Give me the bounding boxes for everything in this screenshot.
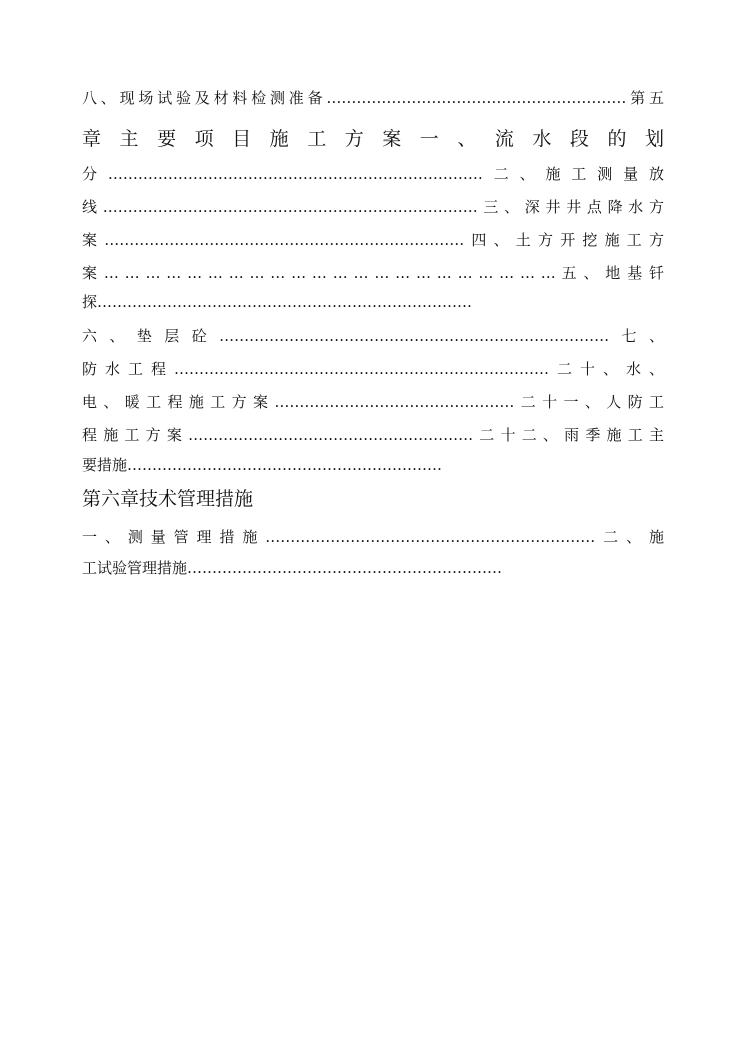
toc-line: 八、现场试验及材料检测准备……………………………………………………第五 — [82, 89, 664, 107]
toc-line: 一、测量管理措施…………………………………………………………二、施 — [82, 528, 664, 546]
toc-line: 程施工方案…………………………………………………二十二、雨季施工主 — [82, 426, 664, 444]
toc-line: 防水工程…………………………………………………………………二十、水、 — [82, 360, 664, 378]
toc-line: 线…………………………………………………………………三、深井井点降水方 — [82, 198, 664, 216]
toc-line: 要措施……………………………………………………… — [82, 456, 443, 474]
toc-line: 案 … … … … … … … … … … … … … … … … … … … … … … 五 、 地 基 钎 — [82, 264, 664, 282]
toc-line: 章 主 要 项 目 施 工 方 案 一 、 流 水 段 的 划 — [82, 128, 664, 150]
toc-line: 分…………………………………………………………………二、施工测量放 — [82, 165, 664, 183]
toc-line: 六、垫层砼……………………………………………………………………七、 — [82, 327, 664, 345]
toc-line: 案………………………………………………………………四、土方开挖施工方 — [82, 231, 664, 249]
toc-line: 电、暖工程施工方案…………………………………………二十一、人防工 — [82, 393, 664, 411]
chapter-heading: 第六章技术管理措施 — [82, 488, 254, 510]
toc-line: 探………………………………………………………………… — [82, 293, 473, 311]
toc-line: 工试验管理措施……………………………………………………… — [82, 559, 503, 577]
